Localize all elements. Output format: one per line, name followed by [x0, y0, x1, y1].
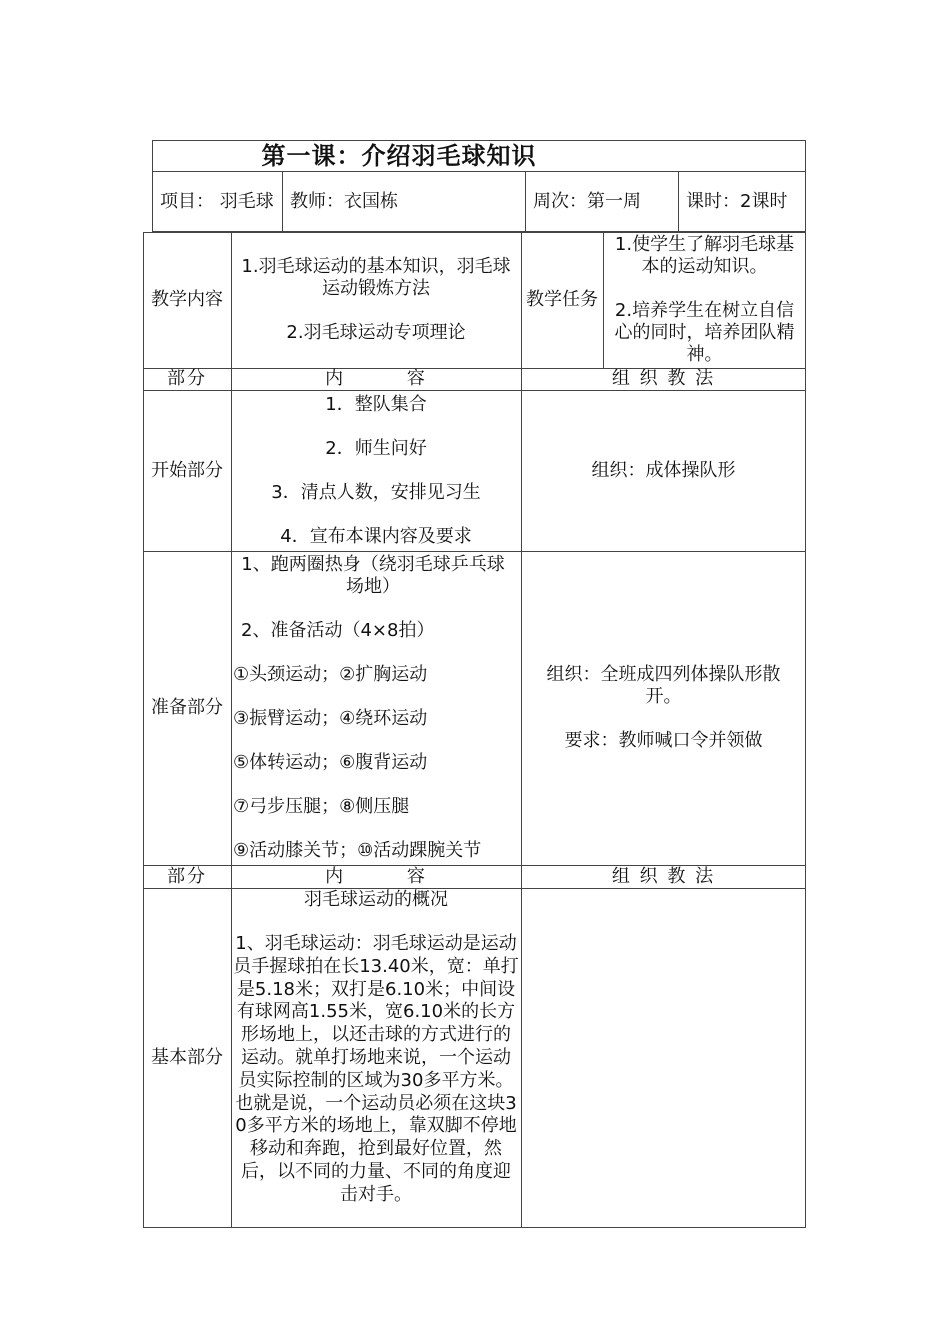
list-item: 1、跑两圈热身（绕羽毛球乒乓球场地） [241, 554, 505, 597]
basic-section-label: 基本部分 [151, 1047, 223, 1068]
start-section-content [231, 390, 521, 551]
teacher-label: 教师：衣国栋 [290, 190, 398, 212]
teaching-task [603, 232, 806, 368]
section-paragraph: 1、羽毛球运动：羽毛球运动是运动员手握球拍在长13.40米，宽：单打是5.18米；双打是6.10米；中间设有球网高1.55米，宽6.10米的长方形场地上，以还击球的方式进行的运动。就单打场地来说，一个运动员实际控制的区域为30多平方米。也就是说，一个运动员必须在这块30多平方米的场地上，靠双脚不停地移动和奔跑，抢到最好位置，然后，以不同的力量、不同的角度迎击对手。 [233, 933, 519, 1205]
teaching-task-line: 2.培养学生在树立自信心的同时，培养团队精神。 [614, 300, 795, 365]
teaching-content-line: 2.羽毛球运动专项理论 [286, 322, 466, 343]
method-line: 组织：全班成四列体操队形散开。 [546, 664, 781, 707]
hours-label: 课时：2课时 [686, 190, 788, 212]
prep-section-label: 准备部分 [151, 697, 223, 718]
week-cell [525, 171, 678, 232]
prep-section-content [231, 551, 521, 865]
prep-section-method [521, 551, 806, 865]
teaching-content-line: 1.羽毛球运动的基本知识，羽毛球运动锻炼方法 [241, 256, 511, 299]
list-item: ③振臂运动；④绕环运动 [233, 708, 428, 729]
basic-section-method [521, 888, 806, 1228]
list-item: ⑤体转运动；⑥腹背运动 [233, 752, 428, 773]
list-item: 2．师生问好 [325, 438, 427, 459]
week-label: 周次：第一周 [533, 190, 641, 212]
list-item: 4．宣布本课内容及要求 [280, 526, 472, 547]
basic-section-content [231, 888, 521, 1228]
list-item: 2、准备活动（4×8拍） [241, 620, 435, 641]
col-header-part: 部分 [167, 368, 207, 389]
teaching-task-line: 1.使学生了解羽毛球基本的运动知识。 [614, 234, 795, 277]
page-title: 第一课：介绍羽毛球知识 [261, 141, 537, 170]
method-line: 要求：教师喊口令并领做 [564, 730, 763, 751]
project-label: 项目： 羽毛球 [160, 190, 274, 212]
start-section-method: 组织：成体操队形 [591, 459, 736, 481]
list-item: ⑦弓步压腿；⑧侧压腿 [233, 796, 410, 817]
list-item: ⑨活动膝关节；⑩活动踝腕关节 [233, 840, 482, 861]
project-cell [152, 171, 282, 232]
teaching-task-label: 教学任务 [526, 289, 598, 310]
col-header-part: 部分 [167, 865, 207, 887]
col-header-method: 组 织 教 法 [611, 865, 716, 887]
col-header-method: 组 织 教 法 [611, 368, 716, 389]
list-item: ①头颈运动；②扩胸运动 [233, 664, 428, 685]
teacher-cell [282, 171, 525, 232]
col-header-content: 内 容 [325, 865, 427, 887]
list-item: 1．整队集合 [325, 394, 427, 415]
col-header-content: 内 容 [325, 368, 427, 389]
teaching-content [231, 232, 521, 368]
teaching-content-label: 教学内容 [151, 289, 223, 310]
section-heading: 羽毛球运动的概况 [304, 889, 448, 910]
start-section-label: 开始部分 [151, 459, 223, 481]
list-item: 3．清点人数，安排见习生 [271, 482, 481, 503]
hours-cell [678, 171, 806, 232]
